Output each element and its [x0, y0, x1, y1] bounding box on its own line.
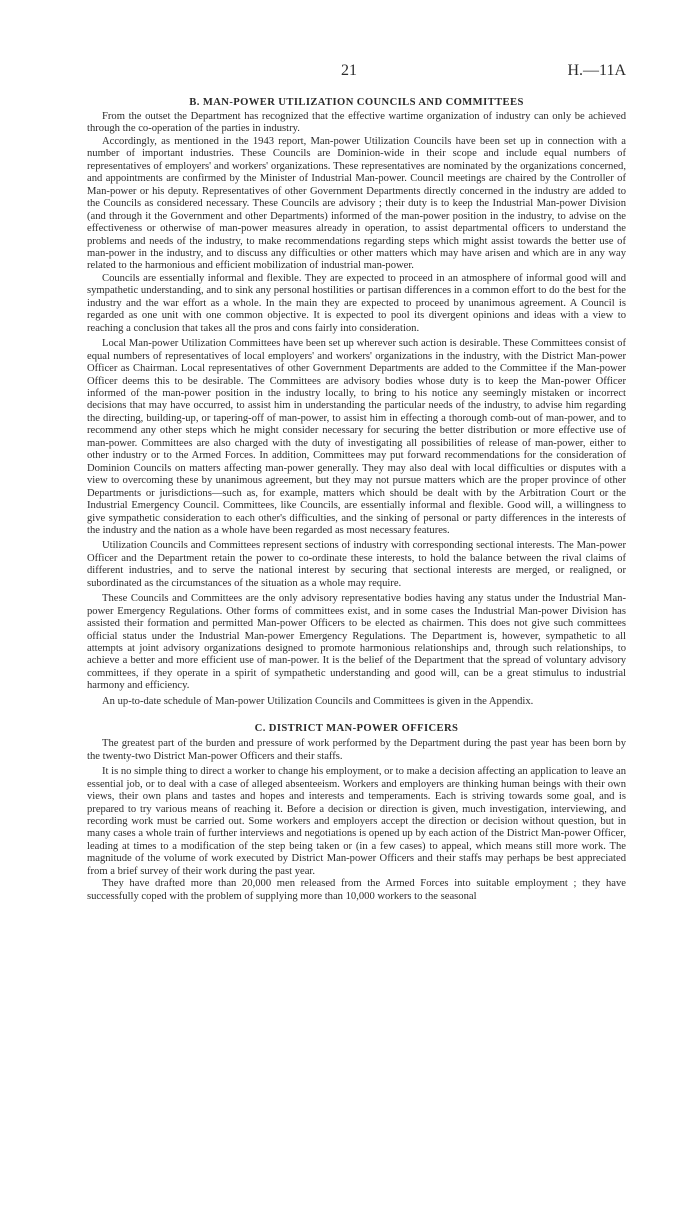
section-b-paragraph-4: Local Man-power Utilization Committees have been set up wherever such action is desirable. These Committees consist of equal numbers of representatives of local employers' and workers' organizations in the industry, with the District Man-power Officer as Chairman. Local representatives of other Government Departments are added to the Committee if the Man-power Officer deems this to be desirable. The Committees are advisory bodies whose duty is to keep the Man-power Officer informed of the man-power position in the industry locally, to bring to his notice any seemingly mistaken or incorrect decisions that may have occurred, to assist him in understanding the particular needs of the industry, to advise him regarding the directing, building-up, or tapering-off of man-power, to assist him in effecting a thorough comb-out of man-power, and to recommend any other steps which he might consider necessary for securing the better distribution or more effective use of man-power. Committees are also charged with the duty of investigating all possibilities of release of man-power, either to other industry or to the Armed Forces. In addition, Committees may put forward recommendations for the consideration of Dominion Councils on matters affecting man-power generally. They may also deal with local difficulties or disputes with a view to overcoming these by unanimous agreement, but they may not pursue matters which are the proper province of other Departments or jurisdictions—such as, for example, matters which should be dealt with by the Arbitration Court or the Industrial Emergency Council. Committees, like Councils, are essentially informal and flexible. Good will, a willingness to give sympathetic consideration to each other's difficulties, and the sinking of personal or party differences in the interests of the industry and the nation as a whole have been regarded as most necessary features.	[87, 338, 626, 536]
section-c-paragraph-1: The greatest part of the burden and pressure of work performed by the Department during the past year has been born by the twenty-two District Man-power Officers and their staffs.	[87, 738, 626, 762]
page-header	[87, 0, 626, 92]
section-b-paragraph-7: An up-to-date schedule of Man-power Utilization Councils and Committees is given in the Appendix.	[102, 695, 534, 707]
section-b-paragraph-2: Accordingly, as mentioned in the 1943 report, Man-power Utilization Councils have been set up in connection with a number of important industries. These Councils are Dominion-wide in their scope and include equal numbers of representatives of employers' and workers' organizations. These representatives are nominated by the organizations concerned, and appointments are confirmed by the Minister of Industrial Man-power. Council meetings are chaired by the Controller of Man-power or his deputy. Representatives of other Government Departments directly concerned in the industry are added to the Councils as considered necessary. These Councils are advisory ; their duty is to keep the Industrial Man-power Division (and through it the Government and other Departments) informed of the man-power position in the industry, to advise on the effectiveness or otherwise of man-power measures already in operation, to assist departmental officers to understand the problems and needs of the industry, to make recommendations regarding steps which might assist towards the better use of man-power in the industry, and to discuss any difficulties or other matters which may have arisen and which are in any way related to the harmonious and efficient mobilization of industrial man-power.	[87, 135, 626, 272]
section-b-paragraph-1: From the outset the Department has recognized that the effective wartime organization of industry can only be achieved through the co-operation of the parties in industry.	[87, 111, 626, 135]
section-b-heading: B. MAN-POWER UTILIZATION COUNCILS AND COMMITTEES	[189, 97, 524, 108]
section-b-paragraph-6: These Councils and Committees are the only advisory representative bodies having any status under the Industrial Man-power Emergency Regulations. Other forms of committees exist, and in some cases the Industrial Man-power Division has assisted their formation and permitted Man-power Officers to be elected as chairmen. This does not give such committees official status under the Industrial Man-power Emergency Regulations. The Department is, however, sympathetic to all attempts at joint advisory organizations designed to promote harmonious relationships and, through such relationships, to achieve a better and more efficient use of man-power. It is the belief of the Department that the spread of voluntary advisory committees, if they operate in a spirit of sympathetic understanding and good will, can be a great stimulus to industrial harmony and efficiency.	[87, 593, 626, 692]
page-number: 21	[341, 62, 357, 79]
section-c-paragraph-3: They have drafted more than 20,000 men released from the Armed Forces into suitable employment ; they have successfully coped with the problem of supplying more than 10,000 workers to the seasonal	[87, 878, 626, 902]
document-reference: H.—11A	[567, 62, 626, 79]
section-c-heading: C. DISTRICT MAN-POWER OFFICERS	[254, 723, 459, 735]
section-b-paragraph-5: Utilization Councils and Committees represent sections of industry with corresponding sectional interests. The Man-power Officer and the Department retain the power to co-ordinate these interests, to hold the balance between the rival claims of different industries, and to serve the national interest by securing that sectional interests are merged, or realigned, or subordinated as the circumstances of the situation as a whole may require.	[87, 540, 626, 589]
section-b-paragraph-3: Councils are essentially informal and flexible. They are expected to proceed in an atmosphere of informal good will and sympathetic understanding, and to sink any personal hostilities or partisan differences in a common effort to do the best for the industry and the war effort as a whole. In the main they are expected to proceed by unanimous agreement. A Council is regarded as one unit with one common objective. It is expected to pool its divergent opinions and ideas with a view to reaching a conclusion that takes all the pros and cons fairly into consideration.	[87, 272, 626, 334]
section-c-paragraph-2: It is no simple thing to direct a worker to change his employment, or to make a decision affecting an application to leave an essential job, or to deal with a case of alleged absenteeism. Workers and employers are thinking human beings with their own views, their own plans and tastes and hopes and interests and temperaments. Each is striving towards some goal, and is prepared to try various means of reaching it. Before a decision or direction is given, much investigation, interviewing, and recording work must be carried out. Some workers and employers accept the direction or decision without question, but in many cases a whole train of further interviews and negotiations is opened up by each action of the District Man-power Officer, leading at times to a modification of the step being taken or (in a few cases) to appeal, which means still more work. The magnitude of the volume of work executed by District Man-power Officers and their staffs may perhaps be best appreciated from a brief survey of their work during the past year.	[87, 766, 626, 877]
